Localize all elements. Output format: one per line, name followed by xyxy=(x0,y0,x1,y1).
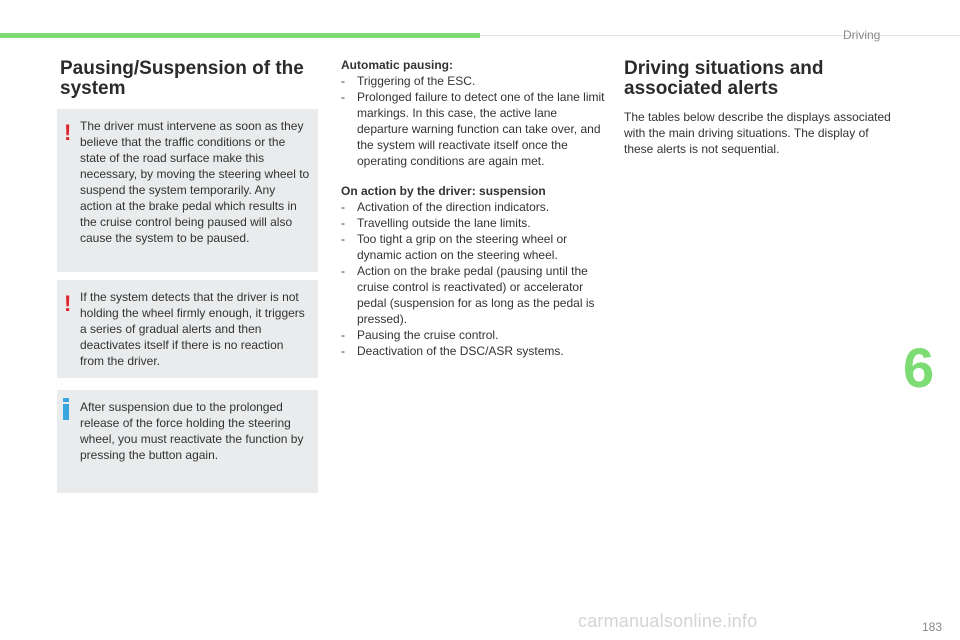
list-item: - Travelling outside the lane limits. xyxy=(341,215,606,231)
warning-text-hands-off: If the system detects that the driver is not holding the wheel firmly enough, it triggers a series of gradual alerts and then deactivates itself if there is no reaction from the driver. xyxy=(80,290,305,368)
pausing-title-line1: Pausing/Suspension of the xyxy=(60,58,304,79)
driving-situations-title-line2: associated alerts xyxy=(624,78,779,99)
list-item: - Prolonged failure to detect one of the lane limit markings. In this case, the active lane departure warning function can take over, and the system will reactivate itself once the operating conditions are again met. xyxy=(341,89,606,169)
watermark: carmanualsonline.info xyxy=(578,611,758,631)
pausing-title xyxy=(60,59,320,99)
driver-suspension-heading: On action by the driver: suspension xyxy=(341,184,546,198)
list-item: - Too tight a grip on the steering wheel or dynamic action on the steering wheel. xyxy=(341,231,606,263)
pausing-conditions xyxy=(341,57,606,359)
list-item: - Pausing the cruise control. xyxy=(341,327,606,343)
list-item: - Deactivation of the DSC/ASR systems. xyxy=(341,343,606,359)
chapter-progress-bar xyxy=(0,33,480,38)
chapter-number: 6 xyxy=(903,336,935,399)
automatic-pausing-heading: Automatic pausing: xyxy=(341,58,454,72)
driver-suspension-list xyxy=(341,199,606,359)
list-item: - Activation of the direction indicators. xyxy=(341,199,606,215)
list-item: - Triggering of the ESC. xyxy=(341,73,606,89)
driving-situations-intro: The tables below describe the displays associated with the main driving situations. The display of these alerts is not sequential. xyxy=(624,110,891,156)
automatic-pausing-list xyxy=(341,73,606,169)
section-label: Driving xyxy=(843,28,881,42)
info-icon xyxy=(63,398,69,420)
warning-exclamation-icon: ! xyxy=(64,291,72,316)
list-item: - Action on the brake pedal (pausing until the cruise control is reactivated) or accelerator pedal (suspension for as long as the pedal is pressed). xyxy=(341,263,606,327)
driving-situations-title-line1: Driving situations and xyxy=(624,58,824,79)
warning-box-intervene xyxy=(57,109,318,272)
warning-text-intervene: The driver must intervene as soon as they believe that the traffic conditions or the state of the road surface make this necessary, by moving the steering wheel to suspend the system temporarily. Any action at the brake pedal which results in the cruise control being paused will also cause the system to be paused. xyxy=(80,119,310,245)
info-text-reactivate: After suspension due to the prolonged release of the force holding the steering wheel, you must reactivate the function by pressing the button again. xyxy=(80,400,304,462)
warning-box-hands-off xyxy=(57,280,318,378)
driving-situations-title xyxy=(624,59,884,99)
info-box-reactivate xyxy=(57,390,318,493)
page-number: 183 xyxy=(922,620,943,634)
pausing-title-line2: system xyxy=(60,78,126,99)
warning-exclamation-icon: ! xyxy=(64,120,72,145)
header-rule xyxy=(480,35,960,36)
